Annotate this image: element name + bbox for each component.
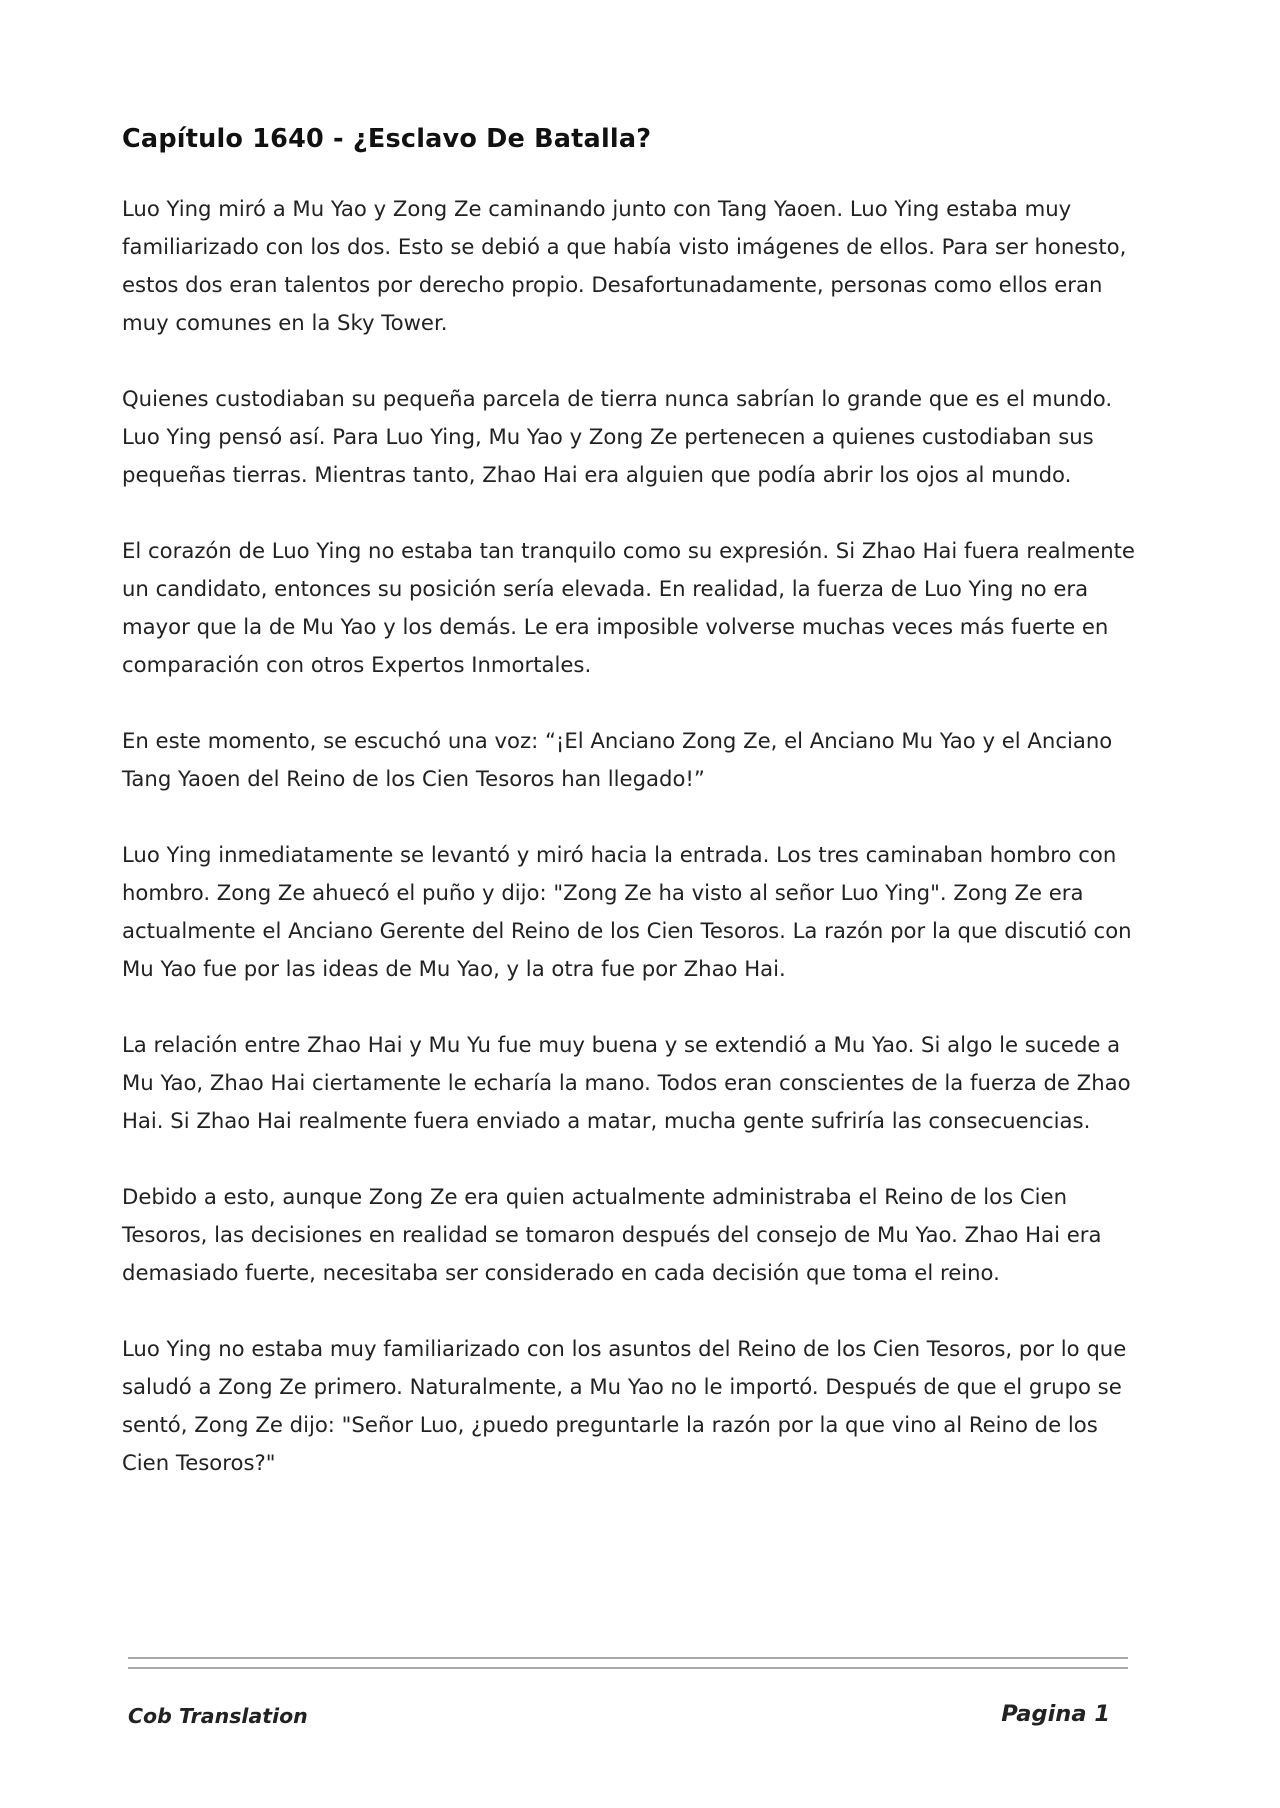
paragraph: La relación entre Zhao Hai y Mu Yu fue muy buena y se extendió a Mu Yao. Si algo le sucede a Mu Yao, Zhao Hai ciertamente le echaría la mano. Todos eran conscientes de la fuerza de Zhao Hai. Si Zhao Hai realmente fuera enviado a matar, mucha gente sufriría las consecuencias. [122, 1032, 1131, 1133]
paragraph: Quienes custodiaban su pequeña parcela de tierra nunca sabrían lo grande que es el mundo. Luo Ying pensó así. Para Luo Ying, Mu Yao y Zong Ze pertenecen a quienes custodiaban sus pequeñas tierras. Mientras tanto, Zhao Hai era alguien que podía abrir los ojos al mundo. [122, 386, 1113, 487]
chapter-title: Capítulo 1640 - ¿Esclavo De Batalla? [122, 124, 652, 154]
footer-divider-top [128, 1657, 1128, 1659]
paragraph: Luo Ying miró a Mu Yao y Zong Ze caminando junto con Tang Yaoen. Luo Ying estaba muy familiarizado con los dos. Esto se debió a que había visto imágenes de ellos. Para ser honesto, estos dos eran talentos por derecho propio. Desafortunadamente, personas como ellos eran muy comunes en la Sky Tower. [122, 196, 1127, 335]
paragraph: Debido a esto, aunque Zong Ze era quien actualmente administraba el Reino de los Cien Tesoros, las decisiones en realidad se tomaron después del consejo de Mu Yao. Zhao Hai era demasiado fuerte, necesitaba ser considerado en cada decisión que toma el reino. [122, 1184, 1102, 1285]
paragraph: El corazón de Luo Ying no estaba tan tranquilo como su expresión. Si Zhao Hai fuera realmente un candidato, entonces su posición sería elevada. En realidad, la fuerza de Luo Ying no era mayor que la de Mu Yao y los demás. Le era imposible volverse muchas veces más fuerte en comparación con otros Expertos Inmortales. [122, 538, 1135, 677]
footer-translator-credit: Cob Translation [128, 1704, 308, 1728]
document-body [122, 124, 1142, 1520]
paragraph: Luo Ying no estaba muy familiarizado con los asuntos del Reino de los Cien Tesoros, por lo que saludó a Zong Ze primero. Naturalmente, a Mu Yao no le importó. Después de que el grupo se sentó, Zong Ze dijo: "Señor Luo, ¿puedo preguntarle la razón por la que vino al Reino de los Cien Tesoros?" [122, 1336, 1127, 1475]
footer-divider-bottom [128, 1667, 1128, 1669]
paragraph: Luo Ying inmediatamente se levantó y miró hacia la entrada. Los tres caminaban hombro con hombro. Zong Ze ahuecó el puño y dijo: "Zong Ze ha visto al señor Luo Ying". Zong Ze era actualmente el Anciano Gerente del Reino de los Cien Tesoros. La razón por la que discutió con Mu Yao fue por las ideas de Mu Yao, y la otra fue por Zhao Hai. [122, 842, 1132, 981]
paragraph: En este momento, se escuchó una voz: “¡El Anciano Zong Ze, el Anciano Mu Yao y el Anciano Tang Yaoen del Reino de los Cien Tesoros han llegado!” [122, 728, 1113, 791]
footer-page-number: Pagina 1 [1001, 1701, 1110, 1727]
